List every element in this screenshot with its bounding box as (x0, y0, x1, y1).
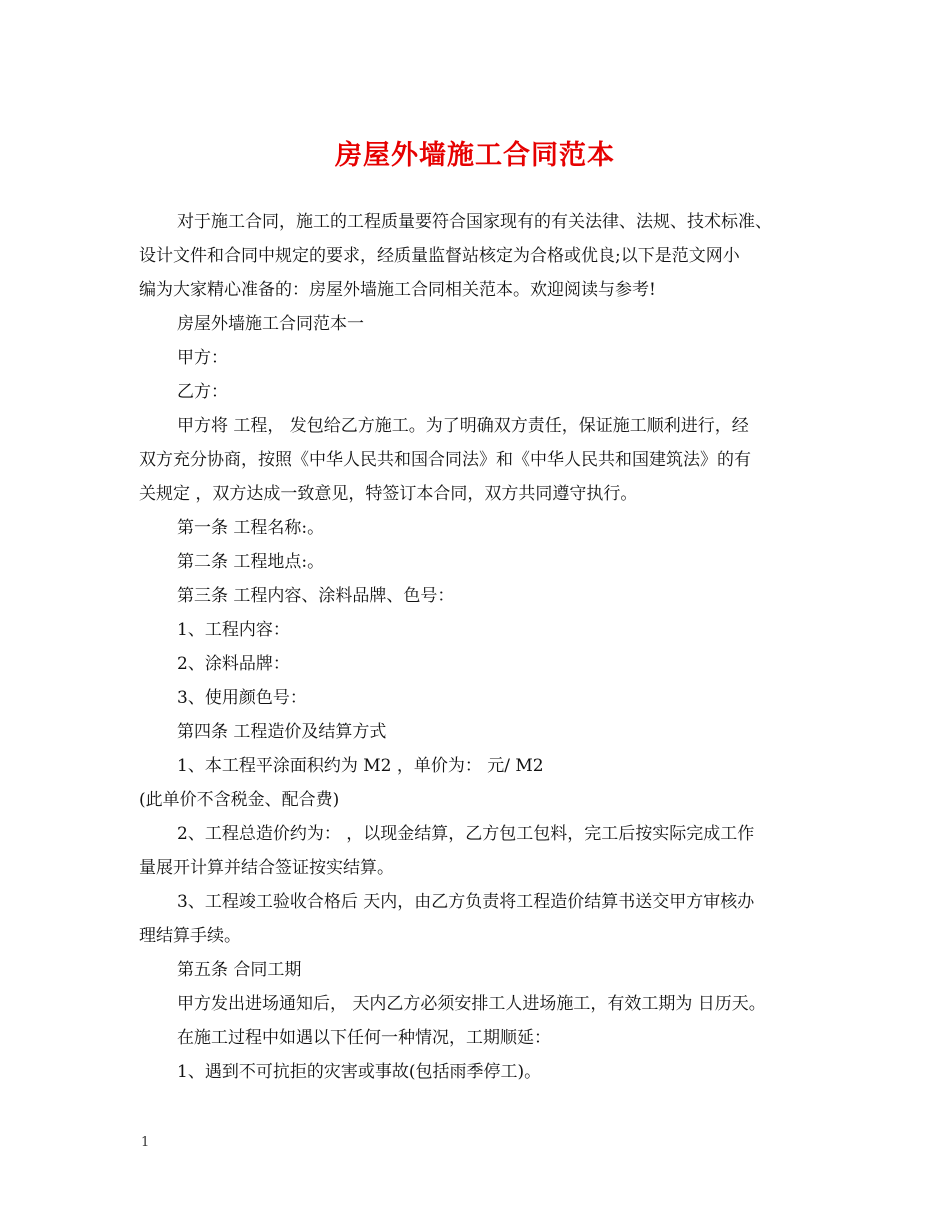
party-b-label: 乙方： (177, 382, 228, 402)
paragraph-line: 量展开计算并结合签证按实结算。 (139, 858, 394, 878)
article-line: 第一条 工程名称:。 (177, 518, 325, 538)
document-body (139, 205, 834, 1089)
document-title: 房屋外墙施工合同范本 (335, 140, 615, 171)
paragraph-line: 设计文件和合同中规定的要求，经质量监督站核定为合格或优良;以下是范文网小 (139, 246, 740, 266)
paragraph-line: 甲方发出进场通知后， 天内乙方必须安排工人进场施工，有效工期为 日历天。 (177, 994, 766, 1014)
list-item: 3、工程竣工验收合格后 天内，由乙方负责将工程造价结算书送交甲方审核办 (177, 892, 755, 912)
page-number: 1 (141, 1135, 150, 1150)
paragraph-line: 对于施工合同，施工的工程质量要符合国家现有的有关法律、法规、技术标准、 (177, 212, 772, 232)
paragraph-line: 甲方将 工程， 发包给乙方施工。为了明确双方责任，保证施工顺利进行，经 (177, 416, 749, 436)
paragraph-line: (此单价不含税金、配合费) (139, 790, 340, 810)
list-item: 1、本工程平涂面积约为 M2 ，单价为： 元/ M2 (177, 756, 544, 776)
article-line: 第三条 工程内容、涂料品牌、色号： (177, 586, 455, 606)
paragraph-line: 编为大家精心准备的：房屋外墙施工合同相关范本。欢迎阅读与参考! (139, 280, 656, 300)
paragraph-line: 理结算手续。 (139, 926, 241, 946)
party-a-label: 甲方： (177, 348, 228, 368)
article-line: 第五条 合同工期 (177, 960, 302, 980)
list-item: 2、工程总造价约为： ，以现金结算，乙方包工包料，完工后按实际完成工作 (177, 824, 755, 844)
paragraph-line: 关规定 ，双方达成一致意见，特签订本合同，双方共同遵守执行。 (139, 484, 638, 504)
article-line: 第二条 工程地点:。 (177, 552, 325, 572)
list-item: 3、使用颜色号： (177, 688, 307, 708)
section-heading: 房屋外墙施工合同范本一 (177, 314, 364, 334)
paragraph-line: 双方充分协商，按照《中华人民共和国合同法》和《中华人民共和国建筑法》的有 (139, 450, 751, 470)
paragraph-line: 在施工过程中如遇以下任何一种情况，工期顺延： (177, 1028, 551, 1048)
list-item: 1、工程内容： (177, 620, 290, 640)
list-item: 1、遇到不可抗拒的灾害或事故(包括雨季停工)。 (177, 1062, 542, 1082)
article-line: 第四条 工程造价及结算方式 (177, 722, 387, 742)
list-item: 2、涂料品牌： (177, 654, 290, 674)
